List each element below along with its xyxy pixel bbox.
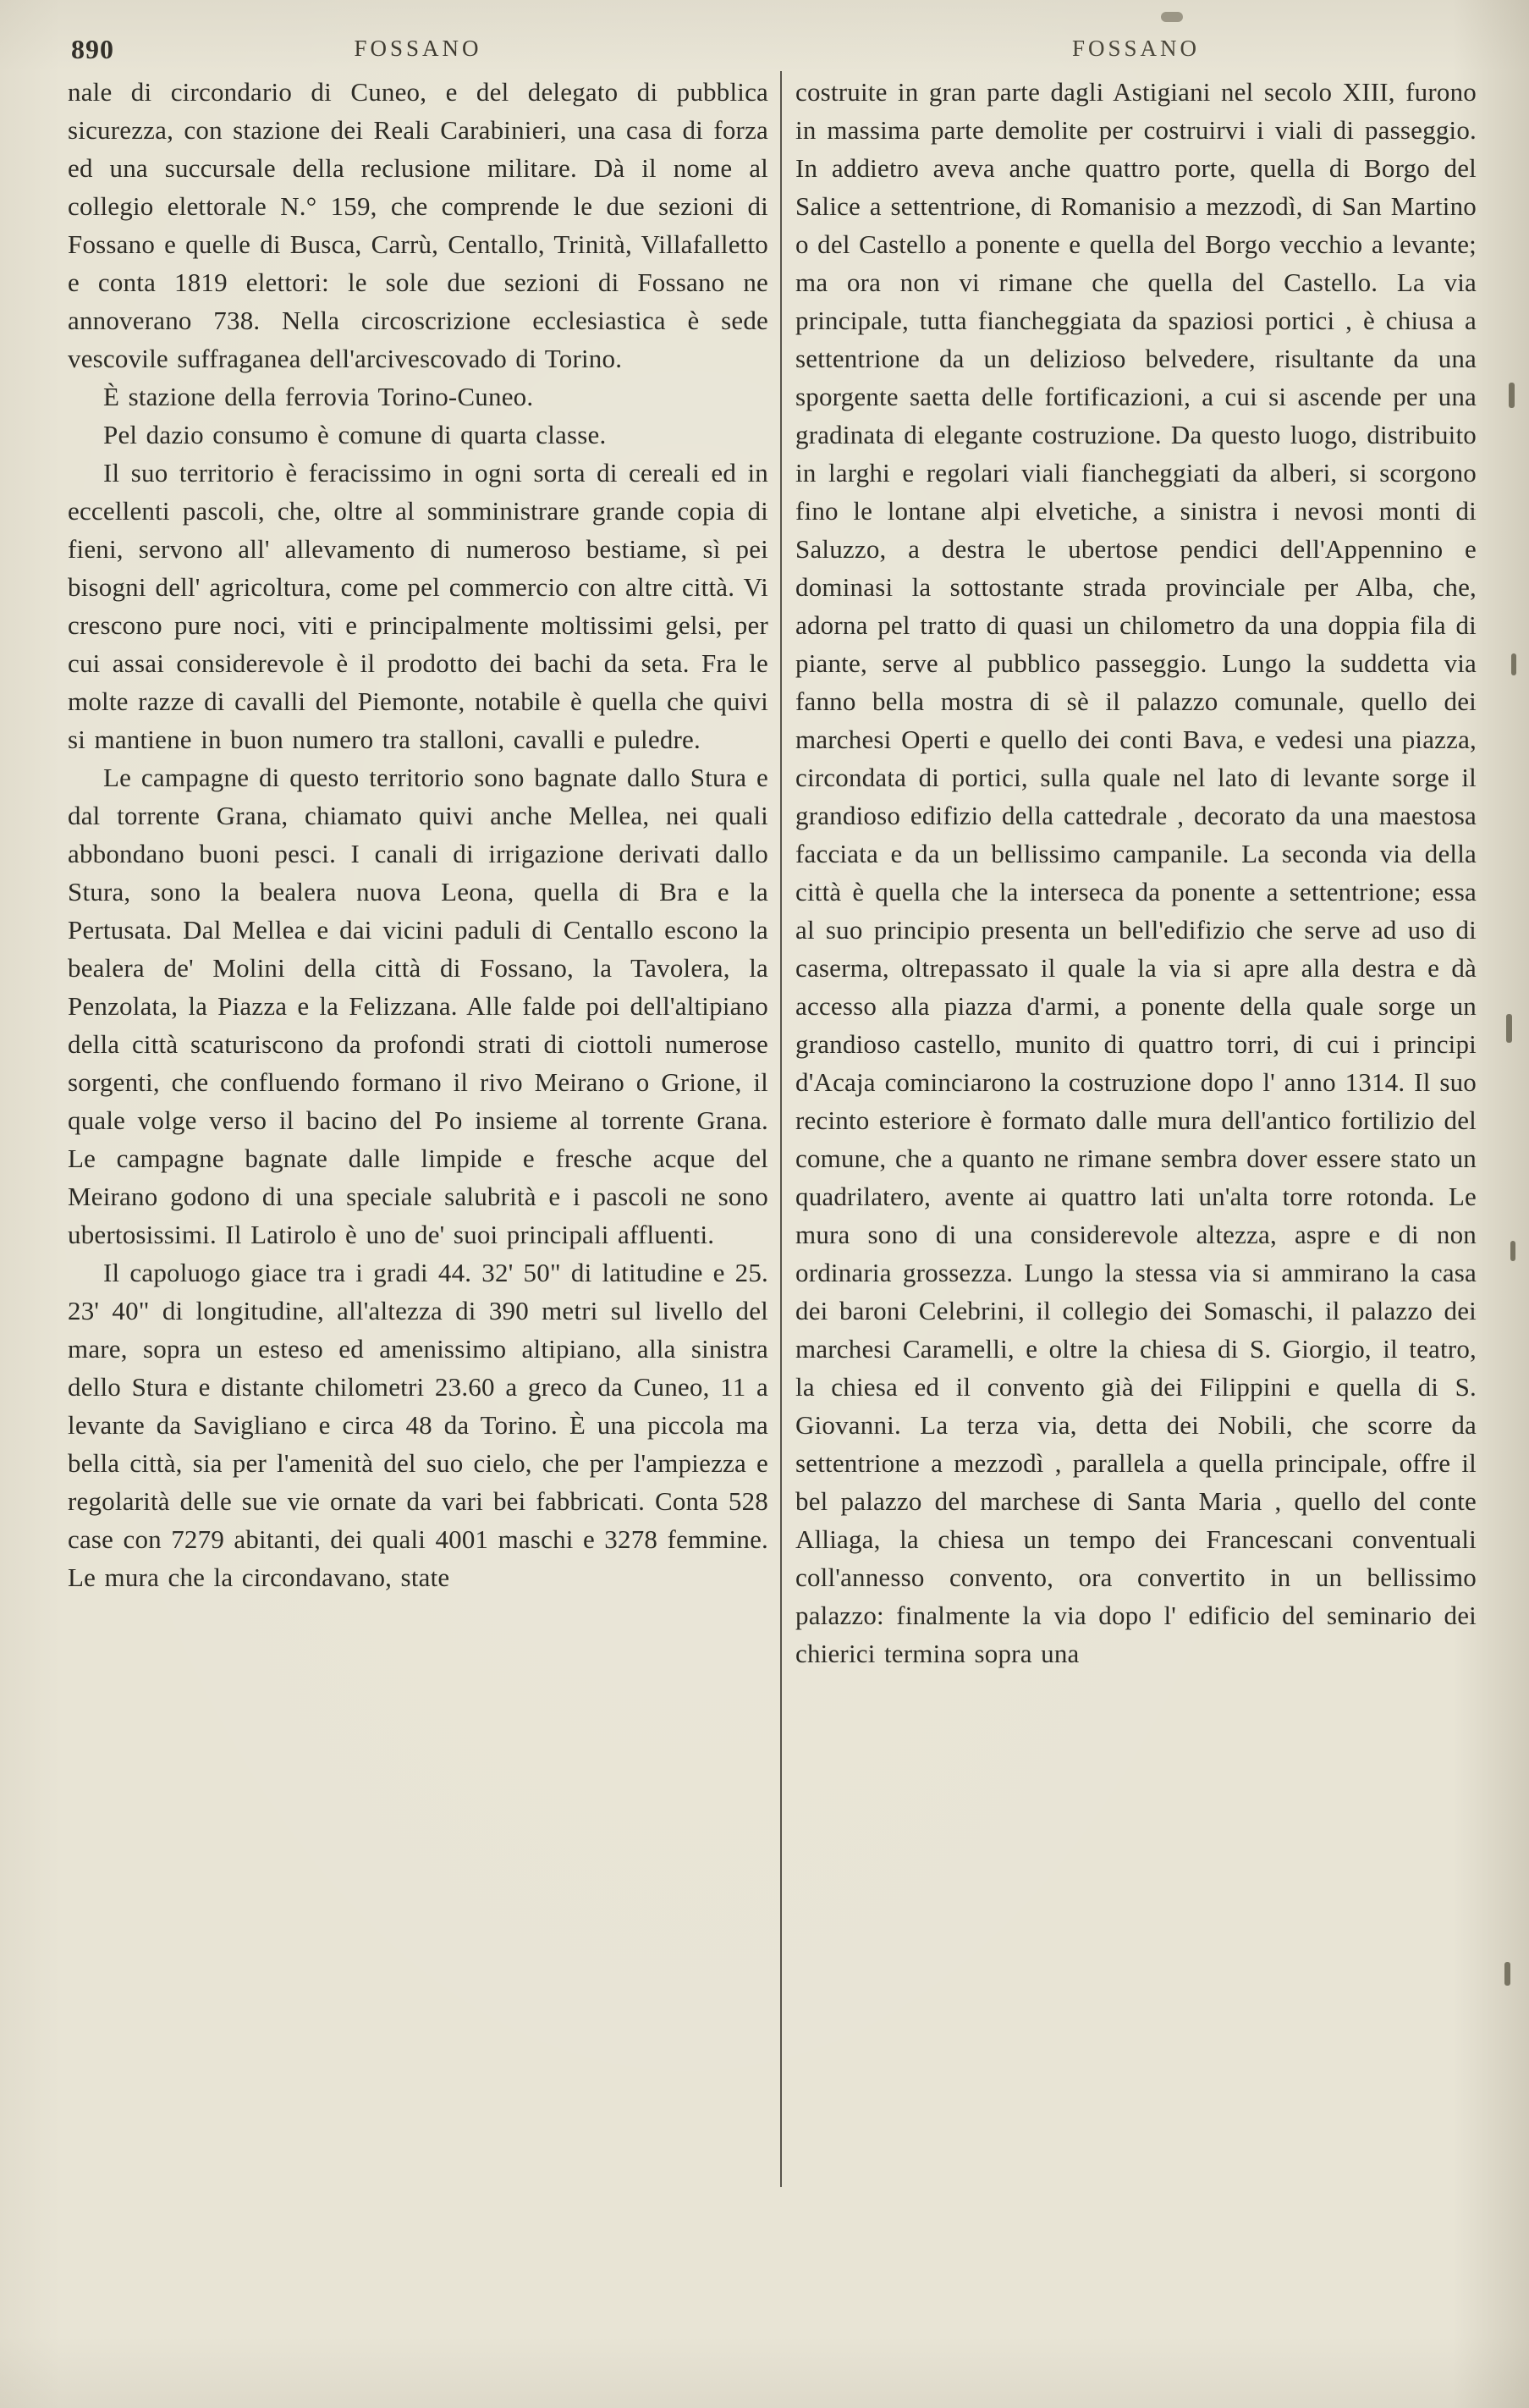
left-column <box>68 73 768 1596</box>
paragraph: costruite in gran parte dagli Astigiani nel secolo XIII, furono in massima parte demolite per costruirvi i viali di passeggio. In addietro aveva anche quattro porte, quella di Borgo del Salice a settentrione, di Romanisio a mezzodì, di San Martino o del Castello a ponente e quella del Borgo vecchio a levante; ma ora non vi rimane che quella del Castello. La via principale, tutta fiancheggiata da spaziosi portici , è chiusa a settentrione da un delizioso belvedere, risultante da una sporgente saetta delle fortificazioni, a cui si ascende per una gradinata di elegante costruzione. Da questo luogo, distribuito in larghi e regolari viali fiancheggiati da alberi, si scorgono fino le lontane alpi elvetiche, a sinistra i nevosi monti di Saluzzo, a destra le ubertose pendici dell'Appennino e dominasi la sottostante strada provinciale per Alba, che, adorna pel tratto di quasi un chilometro da una doppia fila di piante, serve al pubblico passeggio. Lungo la suddetta via fanno bella mostra di sè il palazzo comunale, quello dei marchesi Operti e quello dei conti Bava, e vedesi una piazza, circondata di portici, sulla quale nel lato di levante sorge il grandioso edifizio della cattedrale , decorato da una maestosa facciata e da un bellissimo campanile. La seconda via della città è quella che la interseca da ponente a settentrione; essa al suo principio presenta un bell'edifizio che serve ad uso di caserma, oltrepassato il quale la via si apre alla destra e dà accesso alla piazza d'armi, a ponente della quale sorge un grandioso castello, munito di quattro torri, di cui i principi d'Acaja cominciarono la costruzione dopo l' anno 1314. Il suo recinto esteriore è formato dalle mura dell'antico fortilizio del comune, che a quanto ne rimane sembra dover essere stato un quadrilatero, avente ai quattro lati un'alta torre rotonda. Le mura sono di una considerevole altezza, aspre e di non ordinaria grossezza. Lungo la stessa via si ammirano la casa dei baroni Celebrini, il collegio dei Somaschi, il palazzo dei marchesi Caramelli, e oltre la chiesa di S. Giorgio, il teatro, la chiesa ed il convento già dei Filippini e quella di S. Giovanni. La terza via, detta dei Nobili, che scorre da settentrione a mezzodì , parallela a quella principale, offre il bel palazzo del marchese di Santa Maria , quello del conte Alliaga, la chiesa un tempo dei Francescani conventuali coll'annesso convento, ora convertito in un bellissimo palazzo: finalmente la via dopo l' edificio del seminario dei chierici termina sopra una <box>795 77 1477 1668</box>
paragraph: Il suo territorio è feracissimo in ogni sorta di cereali ed in eccellenti pascoli, che, oltre al somministrare grande copia di fieni, servono all' allevamento di numeroso bestiame, sì pei bisogni dell' agricoltura, come pel commercio con altre città. Vi crescono pure noci, viti e principalmente moltissimi gelsi, per cui assai considerevole è il prodotto dei bachi da seta. Fra le molte razze di cavalli del Piemonte, notabile è quella che quivi si mantiene in buon numero tra stalloni, cavalli e puledre. <box>68 458 768 754</box>
paragraph: Il capoluogo giace tra i gradi 44. 32' 50" di latitudine e 25. 23' 40" di longitudine, all'altezza di 390 metri sul livello del mare, sopra un esteso ed amenissimo altipiano, alla sinistra dello Stura e distante chilometri 23.60 a greco da Cuneo, 11 a levante da Savigliano e circa 48 da Torino. È una piccola ma bella città, sia per l'amenità del suo cielo, che per l'ampiezza e regolarità delle sue vie ornate da vari bei fabbricati. Conta 528 case con 7279 abitanti, dei quali 4001 maschi e 3278 femmine. Le mura che la circondavano, state <box>68 1258 768 1592</box>
running-header-left: FOSSANO <box>354 36 482 61</box>
scan-artifact <box>1510 1241 1515 1261</box>
scan-artifact <box>1509 383 1515 408</box>
scan-artifact <box>1511 653 1516 675</box>
scan-artifact <box>1506 1014 1512 1043</box>
scan-artifact <box>1161 12 1183 22</box>
paragraph: È stazione della ferrovia Torino-Cuneo. <box>103 382 534 411</box>
running-header-right: FOSSANO <box>1071 36 1201 61</box>
page-number: 890 <box>71 34 114 64</box>
scan-artifact <box>1504 1962 1510 1986</box>
paragraph: Le campagne di questo territorio sono bagnate dallo Stura e dal torrente Grana, chiamato quivi anche Mellea, nei quali abbondano buoni pesci. I canali di irrigazione derivati dallo Stura, sono la bealera nuova Leona, quella di Bra e la Pertusata. Dal Mellea e dai vicini paduli di Centallo escono la bealera de' Molini della città di Fossano, la Tavolera, la Penzolata, la Piazza e la Felizzana. Alle falde poi dell'altipiano della città scaturiscono da profondi strati di ciottoli numerose sorgenti, che confluendo formano il rivo Meirano o Grione, il quale volge verso il bacino del Po insieme al torrente Grana. Le campagne bagnate dalle limpide e fresche acque del Meirano godono di una speciale salubrità e i pascoli ne sono ubertosissimi. Il Latirolo è uno de' suoi principali affluenti. <box>68 763 768 1249</box>
paragraph: Pel dazio consumo è comune di quarta classe. <box>103 420 607 449</box>
right-column <box>795 73 1477 1672</box>
column-divider <box>780 71 782 2187</box>
paragraph: nale di circondario di Cuneo, e del delegato di pubblica sicurezza, con stazione dei Reali Carabinieri, una casa di forza ed una succursale della reclusione militare. Dà il nome al collegio elettorale N.° 159, che comprende le due sezioni di Fossano e quelle di Busca, Carrù, Centallo, Trinità, Villafalletto e conta 1819 elettori: le sole due sezioni di Fossano ne annoverano 738. Nella circoscrizione ecclesiastica è sede vescovile suffraganea dell'arcivescovado di Torino. <box>68 77 768 373</box>
